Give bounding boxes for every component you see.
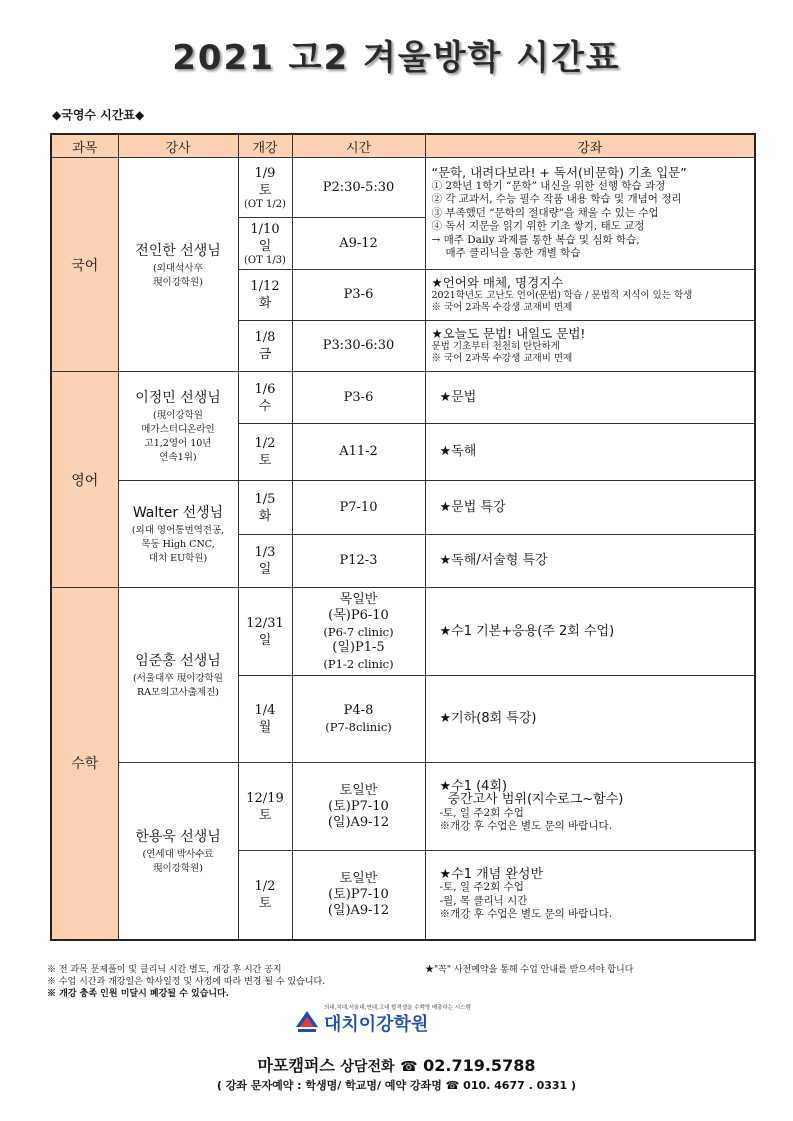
course-title: ★문법 특강: [439, 499, 506, 515]
time-text: 토일반: [339, 782, 378, 798]
logo-name: 대치이강학원: [324, 1014, 429, 1035]
course-line: 문법 기초부터 천천히 탄탄하게: [431, 340, 560, 352]
header-time: 시간: [292, 134, 425, 158]
course-title: ★수1 개념 완성반: [439, 866, 544, 882]
course-cell: [425, 321, 755, 372]
course-line: -월, 목 클리닉 시간: [439, 894, 528, 907]
opening-cell: [238, 270, 292, 321]
instructor-desc: (외대석사卒: [153, 262, 203, 274]
opening-note: (OT 1/3): [244, 254, 286, 266]
section-label: ◆국영수 시간표◆: [52, 108, 145, 122]
time-text: (P1-2 clinic): [323, 656, 394, 671]
course-line: ③ 부족했던 “문학의 절대량”을 채울 수 있는 수업: [431, 206, 659, 219]
instructor-name: 한용욱 선생님: [135, 828, 221, 845]
opening-day: 일: [258, 562, 272, 577]
time-cell: [292, 372, 425, 424]
instructor-cell: [118, 481, 238, 588]
time-cell: [292, 424, 425, 481]
opening-day: 월: [258, 720, 272, 735]
time-cell: [292, 535, 425, 588]
course-title: ★수1 기본+응용(주 2회 수업): [439, 623, 615, 639]
opening-cell: [238, 218, 292, 270]
note-line: ※ 전 과목 문제풀이 및 클리닉 시간 별도, 개강 후 시간 공지: [47, 965, 282, 975]
instructor-name: 임준홍 선생님: [135, 653, 221, 669]
course-cell: [425, 588, 755, 676]
header-subject: 과목: [51, 134, 118, 158]
opening-cell: [238, 158, 292, 218]
header-course: 강좌: [425, 134, 755, 158]
time-cell: [292, 676, 425, 763]
opening-date: 1/12: [250, 279, 280, 294]
course-title: ★기하(8회 특강): [439, 711, 537, 727]
opening-day: 일: [258, 632, 272, 648]
opening-cell: [238, 676, 292, 763]
course-line: → 매주 Daily 과제를 통한 복습 및 심화 학습,: [431, 233, 640, 246]
course-line: 매주 클리닉을 통한 개별 학습: [445, 247, 581, 260]
course-title: ★수1 (4회): [439, 778, 508, 794]
opening-day: 토: [258, 895, 272, 911]
course-line: 2021학년도 고난도 언어(문법) 학습 / 문법적 지식이 있는 학생: [431, 289, 693, 301]
instructor-cell: [118, 158, 238, 372]
opening-cell: [238, 321, 292, 372]
opening-day: 토: [258, 807, 272, 823]
time-text: (P7-8clinic): [325, 720, 392, 734]
course-cell: [425, 535, 755, 588]
opening-cell: [238, 481, 292, 535]
course-title: ★언어와 매체, 명경지수: [431, 275, 564, 291]
opening-date: 12/31: [246, 615, 284, 631]
course-title: ★문법: [439, 389, 477, 405]
note-line: ※ 개강 충족 인원 미달시 폐강될 수 있습니다.: [47, 989, 229, 999]
notes: [47, 964, 747, 1000]
opening-date: 12/19: [246, 790, 284, 806]
opening-date: 1/6: [254, 381, 276, 397]
instructor-desc: 메가스터디온라인: [141, 424, 215, 435]
instructor-desc: 고1,2영어 10년: [144, 438, 212, 449]
opening-cell: [238, 851, 292, 940]
time-text: A11-2: [339, 444, 378, 459]
time-text: (목)P6-10: [328, 607, 389, 623]
time-cell: [292, 588, 425, 676]
course-cell: [425, 851, 755, 940]
time-cell: [292, 218, 425, 270]
course-cell: [425, 424, 755, 481]
course-line: ※ 국어 2과목 수강생 교재비 면제: [431, 301, 573, 313]
reservation-line: ( 강좌 문자예약 : 학생명/ 학교명/ 예약 강좌명 ☎ 010. 4677 . 0331 ): [216, 1079, 577, 1092]
time-cell: [292, 481, 425, 535]
opening-cell: [238, 535, 292, 588]
opening-date: 1/3: [254, 545, 276, 560]
opening-cell: [238, 424, 292, 481]
time-text: (일)P1-5: [332, 639, 385, 655]
time-text: (토)P7-10: [328, 886, 389, 902]
course-cell: [425, 372, 755, 424]
time-text: P7-10: [339, 499, 378, 515]
opening-date: 1/4: [254, 703, 276, 718]
time-text: (일)A9-12: [327, 814, 390, 830]
table-row: [51, 158, 755, 218]
campus-name: 마포캠퍼스: [257, 1056, 335, 1075]
time-text: 목일반: [339, 591, 378, 607]
header-opening: 개강: [238, 134, 292, 158]
instructor-desc: 목동 High CNC,: [141, 539, 215, 550]
contact-line: [0, 1053, 793, 1076]
course-line: ④ 독서 지문을 읽기 위한 기초 쌓기, 태도 교정: [431, 220, 645, 233]
time-text: A9-12: [339, 235, 378, 251]
opening-date: 1/5: [254, 491, 276, 507]
table-row: [51, 481, 755, 535]
course-cell: [425, 676, 755, 763]
course-title: ★오늘도 문법! 내일도 문법!: [431, 326, 586, 342]
schedule-table: [50, 133, 756, 941]
opening-day: 토: [258, 453, 272, 468]
instructor-desc: 現이강학원): [153, 276, 203, 288]
time-text: P2:30-5:30: [322, 179, 395, 195]
table-header-row: [51, 134, 755, 158]
opening-cell: [238, 763, 292, 851]
instructor-desc: (연세대 박사수료: [142, 848, 214, 860]
table-row: [51, 372, 755, 424]
instructor-desc: (서울대卒 現이강학원: [133, 673, 223, 684]
opening-day: 화: [258, 508, 272, 524]
time-cell: [292, 158, 425, 218]
academy-emblem-icon: [294, 1009, 320, 1035]
phone-icon: ☎: [400, 1059, 418, 1075]
course-subtitle: 중간고사 범위(지수로그~함수): [447, 792, 624, 807]
table-row: [51, 588, 755, 676]
course-line: -토, 일 주2회 수업: [439, 806, 524, 819]
subject-english: 영어: [51, 372, 118, 588]
instructor-cell: [118, 763, 238, 940]
time-cell: [292, 321, 425, 372]
time-text: (토)P7-10: [328, 798, 389, 814]
logo-tagline: 의대,치대,서울대,연대,고대 합격생을 수백명 배출하는 시스템: [324, 1005, 471, 1011]
instructor-desc: 연속1위): [159, 452, 197, 463]
time-text: (P6-7 clinic): [323, 624, 394, 639]
course-title: ★독해/서술형 특강: [439, 553, 548, 569]
opening-date: 1/2: [254, 878, 276, 894]
instructor-desc: (現이강학원: [153, 410, 203, 421]
course-title: “문학, 내려다보라! + 독서(비문학) 기초 입문”: [431, 165, 687, 181]
phone-number: 02.719.5788: [423, 1056, 536, 1075]
opening-date: 1/2: [254, 436, 276, 451]
course-line: ① 2학년 1학기 “문학” 내신을 위한 선행 학습 과정: [431, 179, 666, 192]
course-line: -토, 일 주2회 수업: [439, 881, 524, 894]
time-cell: [292, 763, 425, 851]
instructor-desc: 대치 EU학원): [148, 553, 208, 564]
subject-math: 수학: [51, 588, 118, 940]
instructor-desc: 現이강학원): [153, 862, 203, 874]
instructor-cell: [118, 588, 238, 763]
note-reservation: ★"꼭" 사전예약을 통해 수업 안내를 받으셔야 합니다: [425, 965, 634, 975]
time-text: P12-3: [339, 553, 378, 568]
opening-day: 수: [258, 398, 272, 414]
header-instructor: 강사: [118, 134, 238, 158]
note-line: ※ 수업 시간과 개강일은 학사일정 및 사정에 따라 변경 될 수 있습니다.: [47, 977, 326, 987]
opening-date: 1/10: [250, 221, 280, 237]
opening-day: 금: [258, 347, 272, 362]
time-text: P3:30-6:30: [322, 338, 395, 353]
course-cell: [425, 270, 755, 321]
opening-date: 1/9: [254, 165, 276, 181]
opening-cell: [238, 372, 292, 424]
phone-label: 상담전화: [340, 1059, 395, 1075]
time-text: (일)A9-12: [327, 902, 390, 918]
instructor-name: 이정민 선생님: [135, 390, 221, 406]
opening-note: (OT 1/2): [244, 198, 286, 210]
course-title: ★독해: [439, 444, 477, 460]
course-cell: [425, 481, 755, 535]
time-text: P4-8: [343, 703, 374, 718]
time-text: P3-6: [343, 287, 374, 302]
time-cell: [292, 851, 425, 940]
opening-day: 일: [258, 238, 272, 254]
course-cell: [425, 158, 755, 270]
time-cell: [292, 270, 425, 321]
subject-korean: 국어: [51, 158, 118, 372]
instructor-name: 전인한 선생님: [135, 242, 221, 259]
instructor-desc: RA모의고사출제진): [137, 687, 219, 698]
time-text: P3-6: [343, 389, 374, 405]
academy-logo: [294, 1003, 494, 1039]
course-line: ② 각 교과서, 수능 필수 작품 내용 학습 및 개념어 정리: [431, 193, 682, 206]
opening-day: 토: [258, 182, 272, 198]
opening-date: 1/8: [254, 330, 276, 345]
instructor-desc: (외대 영어통번역전공,: [131, 525, 225, 536]
opening-day: 화: [258, 296, 272, 311]
course-line: ※개강 후 수업은 별도 문의 바랍니다.: [439, 908, 613, 921]
course-cell: [425, 763, 755, 851]
time-text: 토일반: [339, 870, 378, 886]
instructor-name: Walter 선생님: [132, 505, 224, 521]
instructor-cell: [118, 372, 238, 481]
course-line: ※개강 후 수업은 별도 문의 바랍니다.: [439, 820, 613, 832]
course-line: ※ 국어 2과목 수강생 교재비 면제: [431, 352, 573, 364]
opening-cell: [238, 588, 292, 676]
page-title: 2021 고2 겨울방학 시간표: [172, 38, 621, 78]
table-row: [51, 763, 755, 851]
